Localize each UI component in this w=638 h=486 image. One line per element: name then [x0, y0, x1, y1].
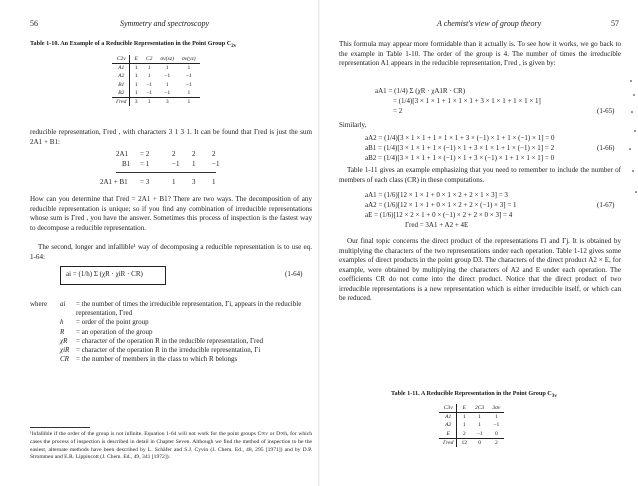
c2v-cell: −1 — [164, 73, 171, 80]
sum-cell: 1 — [192, 160, 196, 168]
c2v-cell: B2 — [112, 89, 130, 98]
c3v-cell: 2 — [462, 430, 466, 437]
sum-rule — [116, 172, 216, 173]
where-item — [30, 337, 312, 346]
similarly-label: Similarly, — [339, 121, 367, 129]
c3v-row — [439, 430, 504, 439]
sum-cell: 1 — [212, 178, 216, 186]
c3v-cell: 0 — [494, 430, 498, 437]
sum-cell: −1 — [172, 160, 180, 168]
c3v-cell: 2C3 — [471, 404, 488, 413]
equation-number-1-64: (1-64) — [285, 270, 303, 278]
c3v-cell: −1 — [476, 430, 483, 437]
where-list — [30, 300, 312, 364]
equation-number-1-67: (1-67) — [597, 201, 615, 209]
c2v-cell: −1 — [185, 81, 192, 88]
sum-cell: −1 — [212, 160, 220, 168]
c2v-cell: −1 — [146, 81, 153, 88]
paragraph-decomposition: How can you determine that Γred = 2A1 + B1? There are two ways. The decomposition of any reducible representation is unique; so if you find any combination of irreducible representations whose sum is Γred , you have the answer. Sometimes this process of inspection is the fastest way to decompose a reducible representation. — [30, 195, 312, 232]
c2v-cell: −1 — [146, 89, 153, 96]
equation-number-1-66: (1-66) — [597, 144, 615, 152]
c2v-cell: 1 — [178, 97, 200, 106]
running-header-left: Symmetry and spectroscopy — [120, 19, 210, 28]
c2v-cell: 1 — [187, 65, 191, 72]
c2v-cell: 3 — [156, 97, 178, 106]
paragraph-infallible: The second, longer and infallible¹ way of decomposing a reducible representation is to use eq. 1-64: — [30, 243, 312, 261]
c2v-cell: A1 — [112, 64, 130, 73]
c2v-cell: 1 — [165, 65, 169, 72]
calc-c3v-a1: aA1 = (1/6)[12 × 1 × 1 + 0 × 1 × 2 + 2 × 1 × 3] = 3 — [365, 191, 508, 199]
character-table-c2v — [112, 55, 200, 106]
where-symbol: CR — [60, 355, 69, 364]
c3v-cell: 12 — [457, 438, 471, 447]
where-definition: = the number of members in the class to which R belongs — [76, 355, 238, 364]
calc-a1-line1: aA1 = (1/4) Σ (χR · χA1R · CR) — [375, 87, 466, 95]
footnote: ¹Infallible if the order of the group is not infinite. Equation 1-64 will not work for the point groups C∞v or D∞h, for which cases the process of inspection is described in detail in Chapter Seven. Although we find the method of inspection to be the easiest, alternate methods have been described by L. Schäfer and S.J. Cyvin (J. Chem. Ed., 48, 295 [1971]) and by D.P. Strommen and E.R. Lippincott (J. Chem. Ed., 49, 341 [1972]). — [30, 431, 312, 461]
where-definition: = order of the point group — [76, 318, 149, 327]
c2v-cell: A2 — [112, 72, 130, 80]
table-1-11-caption: Table 1-11. A Reducible Representation in the Point Group $C_{3v}$ — [391, 390, 557, 400]
where-symbol: R — [60, 327, 65, 336]
where-definition: = character of the operation R in the reducible representation, Γred — [76, 336, 263, 345]
c3v-cell: C3v — [439, 404, 457, 413]
c2v-row — [112, 64, 200, 73]
c3v-reducible-row — [439, 438, 504, 447]
c2v-cell: E — [130, 55, 142, 64]
paragraph-direct-product: Our final topic concerns the direct product of the representations Γi and Γj. It is obtained by multiplying the characters of the two representations under each operation. Table 1-12 gives some examples of direct products in the point group D3. The characters of the direct product A2 × E, for example, were obtained by multiplying the characters of A2 and E under each operation. The coefficients CR do not come into the direct product. Notice that the direct product of two irreducible representations is a new representation which is either irreducible itself, or which can be reduced. — [339, 237, 621, 302]
calc-c3v-e: aE = (1/6)[12 × 2 × 1 + 0 × (−1) × 2 + 2 × 0 × 3] = 4 — [365, 211, 513, 219]
c3v-cell: 1 — [478, 422, 482, 429]
sum-cell: = 1 — [140, 160, 150, 168]
c3v-cell: 3σv — [488, 404, 504, 413]
calc-b1: aB1 = (1/4)[3 × 1 × 1 + 1 × (−1) × 1 + 3 × 1 × 1 + 1 × (−1) × 1] = 2 — [365, 144, 555, 152]
page-number-left: 56 — [30, 19, 38, 28]
c2v-cell: −1 — [164, 89, 171, 96]
c2v-cell: C2v — [112, 55, 130, 64]
where-intro: where — [30, 300, 48, 308]
c3v-cell: 1 — [462, 414, 466, 421]
paragraph-table-1-11: Table 1-11 gives an example emphasizing that you need to remember to include the number of members of each class (CR) in these computations. — [339, 166, 621, 184]
footnote-rule — [30, 427, 90, 428]
calc-a2: aA2 = (1/4)[3 × 1 × 1 + 1 × 1 × 1 + 3 × (−1) × 1 + 1 × (−1) × 1] = 0 — [365, 134, 555, 142]
calc-a1-line3: = 2 — [393, 107, 403, 115]
c2v-header-row — [112, 55, 200, 64]
c3v-row — [439, 421, 504, 429]
c2v-cell: 1 — [134, 89, 138, 96]
c2v-row — [112, 81, 200, 89]
table-1-10-caption: Table 1-10. An Example of a Reducible Representation in the Point Group $C_{2v}$ — [30, 40, 237, 50]
c2v-row — [112, 89, 200, 98]
where-item — [30, 300, 312, 318]
character-table-c3v — [439, 404, 504, 447]
calc-a1-line2: = (1/4)[3 × 1 × 1 + 1 × 1 × 1 + 3 × 1 × 1 + 1 × 1 × 1] — [393, 97, 541, 105]
right-page — [319, 0, 638, 486]
gamma-red-result: Γred = 3A1 + A2 + 4E — [405, 221, 469, 229]
c2v-cell: σv(xz) — [156, 55, 178, 64]
where-symbol: χiR — [60, 346, 70, 355]
where-item — [30, 346, 312, 355]
where-item — [30, 355, 312, 364]
where-definition: = an operation of the group — [76, 327, 153, 336]
sum-cell: 3 — [192, 178, 196, 186]
c2v-cell: C2 — [142, 55, 157, 64]
c2v-cell: 1 — [147, 73, 151, 80]
c2v-cell: 1 — [134, 73, 138, 80]
where-definition: = the number of times the irreducible representation, Γi, appears in the reducible representation, Γred — [76, 300, 302, 318]
sum-cell: 2 — [172, 150, 176, 158]
where-symbol: ai — [60, 300, 66, 308]
c2v-cell: −1 — [185, 73, 192, 80]
c3v-row — [439, 413, 504, 422]
c3v-cell: −1 — [493, 422, 500, 429]
sum-cell: 1 — [172, 178, 176, 186]
c2v-cell: Γred — [112, 97, 130, 106]
sum-cell: 2 — [212, 150, 216, 158]
calc-c3v-a2: aA2 = (1/6)[12 × 1 × 1 + 0 × 1 × 2 + 2 × (−1) × 3] = 1 — [365, 201, 517, 209]
c2v-cell: 1 — [142, 97, 157, 106]
sum-cell: 2 — [192, 150, 196, 158]
sum-cell: 2A1 + B1 — [100, 178, 128, 186]
c3v-cell: A1 — [439, 413, 457, 422]
sum-cell: = 3 — [140, 178, 150, 186]
c3v-cell: 1 — [478, 414, 482, 421]
c2v-cell: 1 — [187, 89, 191, 96]
sum-cell: 2A1 — [116, 150, 129, 158]
c3v-cell: Γred — [439, 438, 457, 447]
sum-cell: B1 — [122, 160, 131, 168]
c2v-cell: σv(yz) — [178, 55, 200, 64]
c2v-row — [112, 72, 200, 80]
calc-b2: aB2 = (1/4)[3 × 1 × 1 + 1 × (−1) × 1 + 3 × (−1) × 1 + 1 × 1 × 1] = 0 — [365, 154, 555, 162]
paragraph-formula: This formula may appear more formidable than it actually is. To see how it works, we go back to the example in Table 1-10. The order of the group is 4. The number of times the irreducible representation A1 appears in the reducible representation, Γred , is given by: — [339, 40, 621, 67]
boxed-equation: ai = (1/h) Σ (χR · χiR · CR) — [66, 270, 143, 278]
c3v-cell: E — [439, 430, 457, 439]
where-definition: = character of the operation R in the irreducible representation, Γi — [76, 346, 261, 355]
c3v-header-row — [439, 404, 504, 413]
c2v-cell: 1 — [134, 65, 138, 72]
equation-number-1-65: (1-65) — [597, 107, 615, 115]
scan-margin-marks — [626, 60, 638, 210]
c3v-cell: 1 — [494, 414, 498, 421]
where-symbol: χR — [60, 336, 68, 345]
c2v-cell: 1 — [147, 65, 151, 72]
where-item — [30, 328, 312, 337]
page-number-right: 57 — [611, 19, 619, 28]
c2v-reducible-row — [112, 97, 200, 106]
c2v-cell: B1 — [112, 81, 130, 89]
c3v-cell: 0 — [471, 438, 488, 447]
c2v-cell: 3 — [130, 97, 142, 106]
running-header-right: A chemist's view of group theory — [437, 19, 542, 28]
sum-cell: = 2 — [140, 150, 150, 158]
c3v-cell: E — [457, 404, 471, 413]
c3v-cell: 1 — [462, 422, 466, 429]
where-item — [30, 318, 312, 327]
c3v-cell: A2 — [439, 421, 457, 429]
c2v-cell: 1 — [165, 81, 169, 88]
c3v-cell: 2 — [488, 438, 504, 447]
c2v-cell: 1 — [134, 81, 138, 88]
where-symbol: h — [60, 318, 64, 327]
paragraph-reducible: reducible representation, Γred , with characters 3 1 3 1. It can be found that Γred is just the sum 2A1 + B1: — [30, 128, 312, 146]
